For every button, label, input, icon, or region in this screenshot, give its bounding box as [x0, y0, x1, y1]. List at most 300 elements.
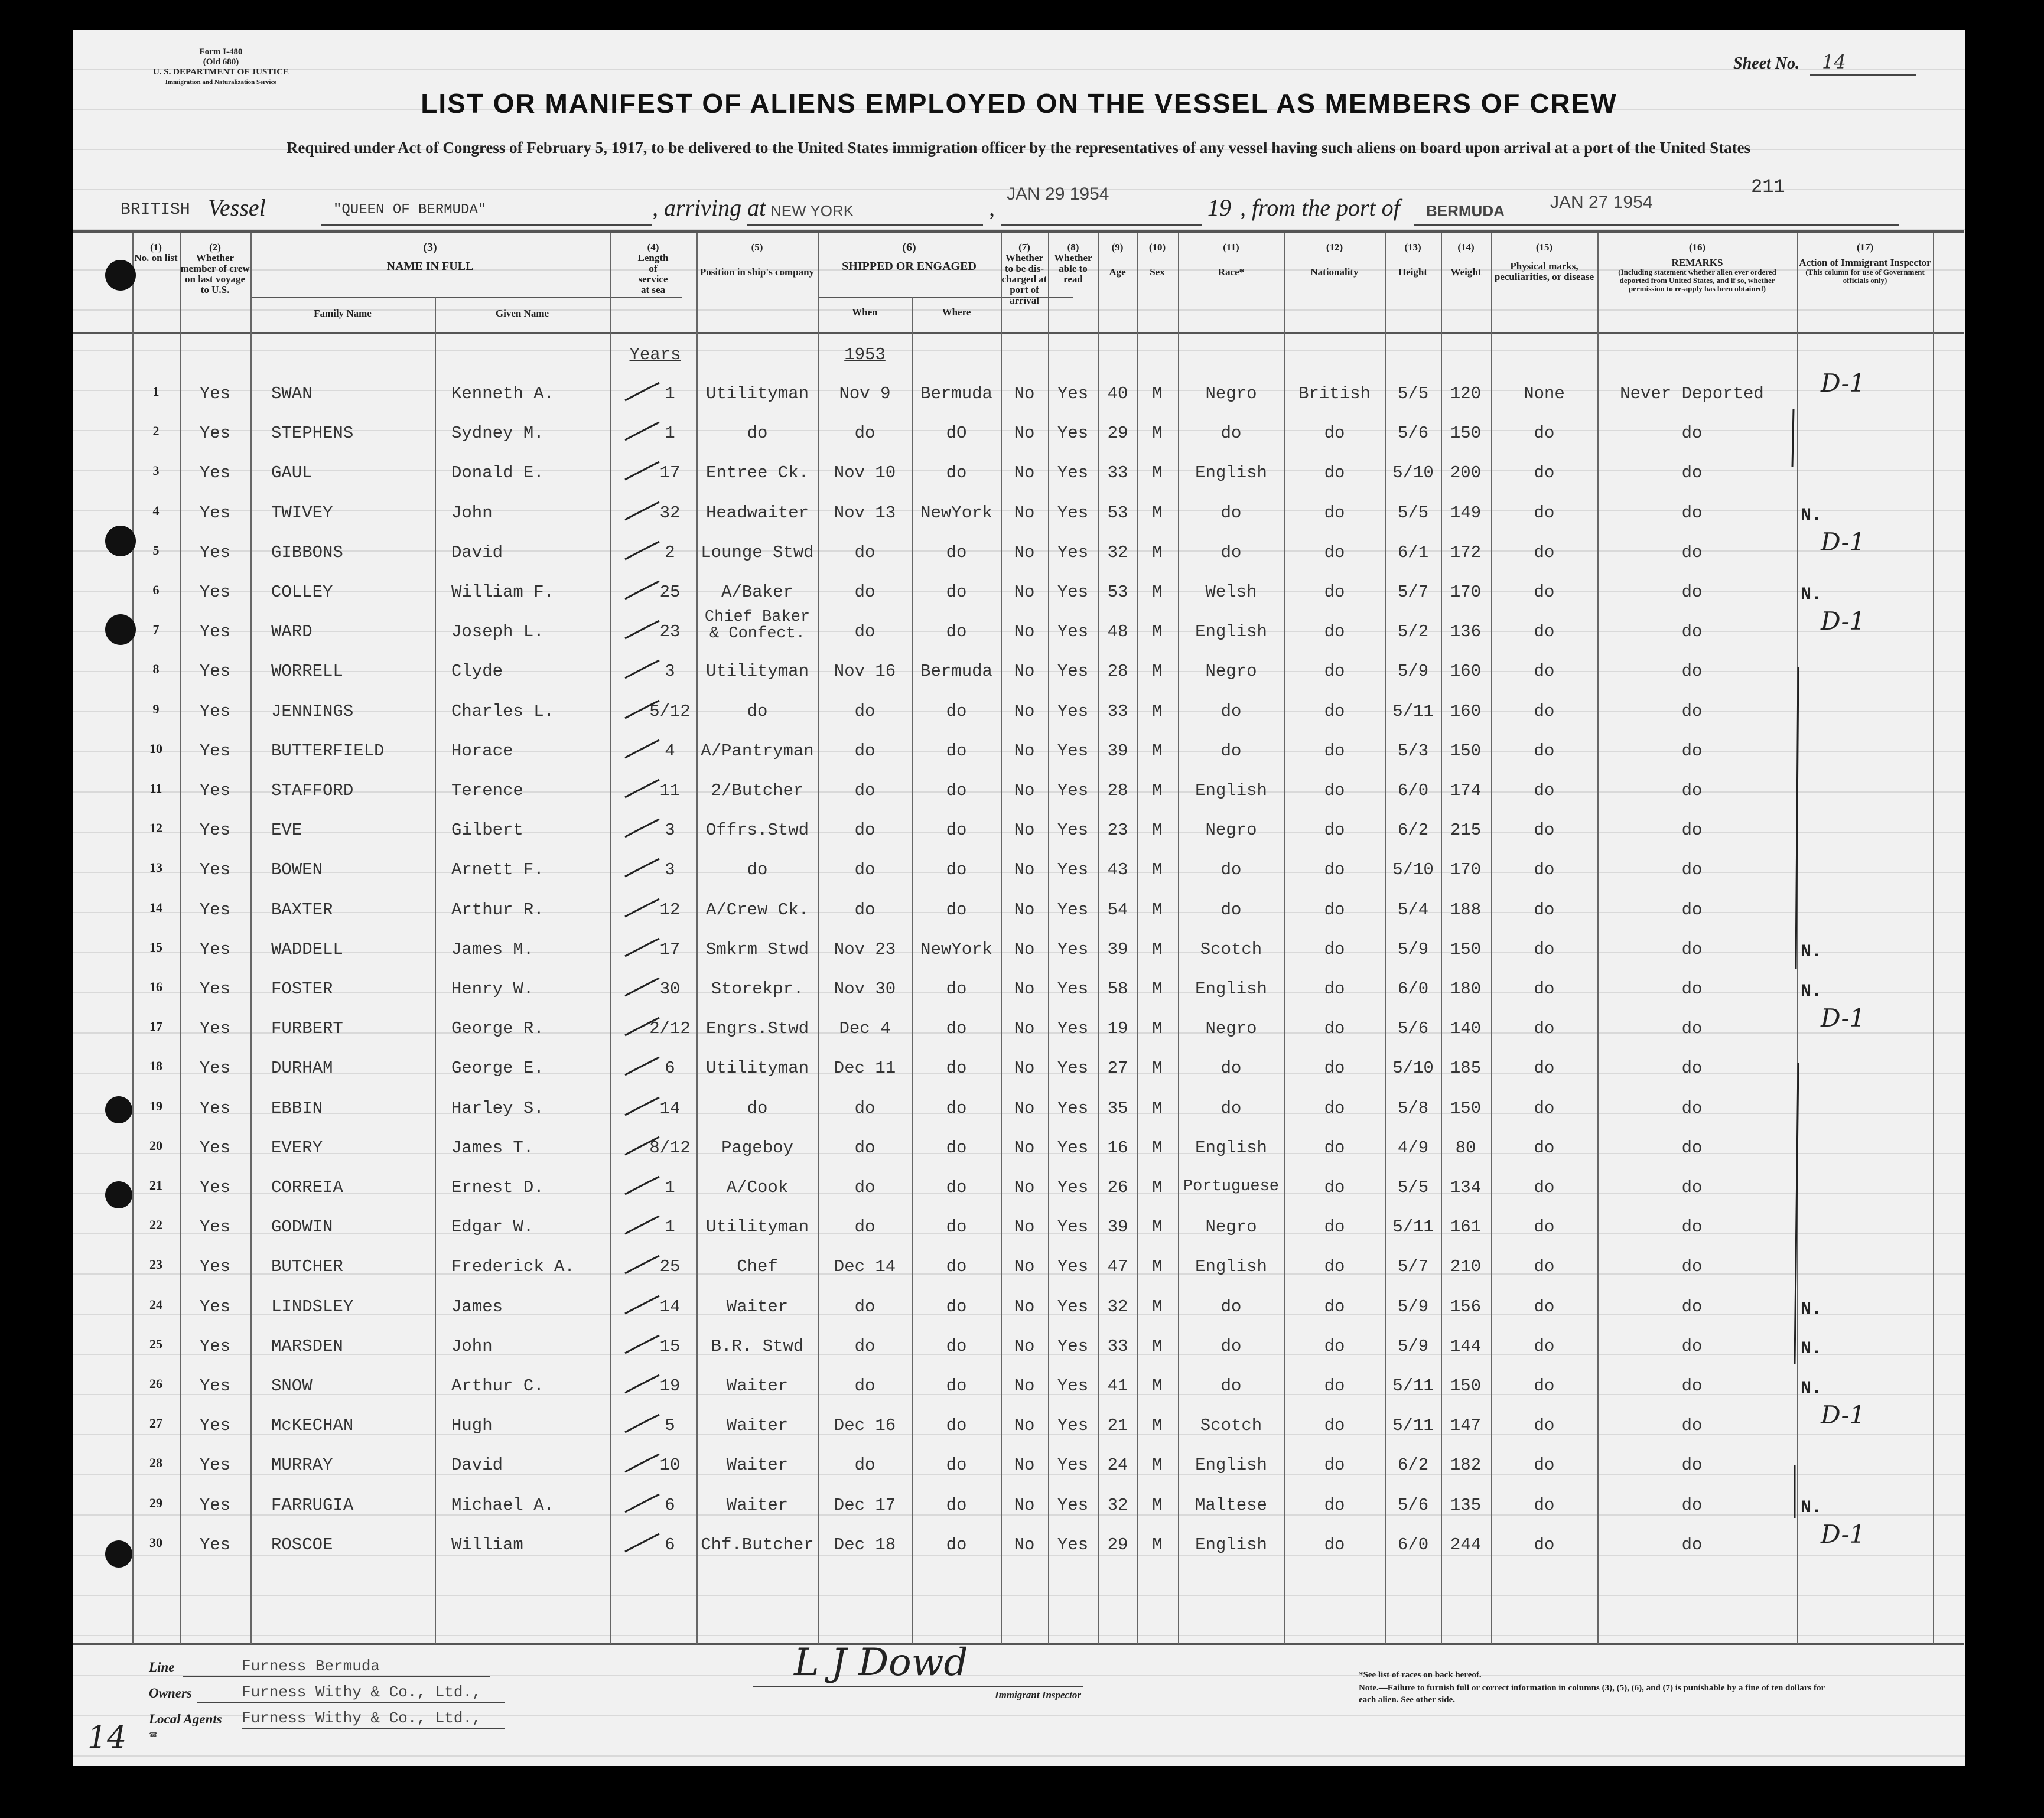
- row-inspector-action: D-1: [1821, 1519, 1866, 1549]
- row-sex: M: [1152, 860, 1163, 880]
- row-physical-marks: do: [1534, 900, 1555, 920]
- row-nationality: do: [1324, 979, 1345, 999]
- row-height: 5/3: [1397, 741, 1429, 761]
- row-shipped-where: do: [946, 542, 967, 562]
- manifest-sheet: [73, 30, 1965, 1766]
- row-given-name: Arthur C.: [451, 1376, 544, 1396]
- row-position: A/Pantryman: [701, 741, 814, 761]
- row-service-length: 11: [659, 781, 681, 800]
- agents-underline: [242, 1728, 505, 1729]
- row-last-voyage: Yes: [199, 701, 231, 721]
- row-shipped-where: do: [946, 622, 967, 642]
- row-family-name: EVE: [271, 820, 302, 840]
- row-service-length: 15: [659, 1336, 681, 1356]
- row-shipped-where: do: [946, 1495, 967, 1515]
- row-given-name: William F.: [451, 582, 555, 602]
- row-last-voyage: Yes: [199, 1495, 231, 1515]
- row-able-to-read: Yes: [1057, 384, 1089, 403]
- row-family-name: WORRELL: [271, 662, 343, 682]
- row-remarks: do: [1681, 1455, 1703, 1475]
- row-given-name: Harley S.: [451, 1098, 544, 1118]
- col-divider: [1597, 233, 1599, 1644]
- row-position: Waiter: [726, 1416, 789, 1436]
- col-divider: [1098, 233, 1099, 1644]
- row-height: 5/10: [1392, 463, 1434, 483]
- row-age: 16: [1107, 1138, 1128, 1158]
- row-last-voyage: Yes: [199, 979, 231, 999]
- sheet-number-label: Sheet No.: [1733, 54, 1799, 73]
- row-age: 28: [1107, 662, 1128, 682]
- row-height: 5/5: [1397, 503, 1429, 523]
- agents-label: Local Agents: [149, 1712, 222, 1726]
- row-physical-marks: do: [1534, 860, 1555, 880]
- row-race: do: [1220, 503, 1242, 523]
- row-discharged: No: [1014, 939, 1035, 959]
- row-service-length: 23: [659, 622, 681, 642]
- inspector-signature: L J Dowd: [794, 1641, 968, 1685]
- row-family-name: MARSDEN: [271, 1336, 343, 1356]
- row-age: 41: [1107, 1376, 1128, 1396]
- row-inspector-action: N.: [1801, 1497, 1822, 1518]
- row-shipped-where: do: [946, 741, 967, 761]
- col-divider: [1491, 233, 1492, 1644]
- row-age: 24: [1107, 1455, 1128, 1475]
- page-mark: 14: [87, 1720, 127, 1755]
- row-able-to-read: Yes: [1057, 423, 1089, 444]
- row-discharged: No: [1014, 701, 1035, 721]
- row-number: 8: [152, 662, 160, 677]
- row-physical-marks: do: [1534, 1336, 1555, 1356]
- row-age: 33: [1107, 1336, 1128, 1356]
- row-physical-marks: do: [1534, 1217, 1555, 1237]
- row-position: A/Crew Ck.: [705, 900, 809, 920]
- row-height: 5/6: [1397, 1495, 1429, 1515]
- requirement-text: Required under Act of Congress of February 5, 1917, to be delivered to the United States immigration officer by the representatives of any vessel having such aliens on board upon arrival at a port of the United States: [286, 139, 1751, 157]
- row-shipped-when: do: [854, 1376, 875, 1396]
- row-weight: 140: [1450, 1019, 1482, 1039]
- row-last-voyage: Yes: [199, 781, 231, 800]
- row-nationality: British: [1298, 384, 1371, 403]
- row-race: Maltese: [1195, 1495, 1267, 1515]
- row-position: Chef: [737, 1257, 778, 1277]
- row-remarks: do: [1681, 423, 1703, 444]
- row-number: 26: [149, 1376, 162, 1391]
- check-tick-icon: [623, 1492, 676, 1516]
- row-given-name: Ernest D.: [451, 1178, 544, 1197]
- row-shipped-when: do: [854, 423, 875, 444]
- check-tick-icon: [623, 420, 676, 444]
- row-number: 22: [149, 1217, 162, 1233]
- row-service-length: 30: [659, 979, 681, 999]
- row-last-voyage: Yes: [199, 820, 231, 840]
- row-nationality: do: [1324, 1019, 1345, 1039]
- row-number: 24: [149, 1296, 162, 1312]
- row-position: do: [747, 701, 768, 721]
- check-tick-icon: [623, 698, 676, 722]
- row-shipped-when: do: [854, 820, 875, 840]
- row-family-name: WADDELL: [271, 939, 343, 959]
- row-race: Scotch: [1200, 939, 1262, 959]
- row-shipped-when: Dec 17: [834, 1495, 896, 1515]
- row-physical-marks: do: [1534, 582, 1555, 602]
- row-weight: 182: [1450, 1455, 1482, 1475]
- check-tick-icon: [623, 1452, 676, 1475]
- row-physical-marks: do: [1534, 1138, 1555, 1158]
- row-physical-marks: do: [1534, 423, 1555, 444]
- row-able-to-read: Yes: [1057, 860, 1089, 880]
- row-position: Waiter: [726, 1296, 789, 1317]
- row-last-voyage: Yes: [199, 423, 231, 444]
- row-shipped-where: Bermuda: [920, 384, 992, 403]
- check-tick-icon: [623, 856, 676, 880]
- check-tick-icon: [623, 777, 676, 801]
- row-sex: M: [1152, 1376, 1163, 1396]
- row-race: Portuguese: [1183, 1178, 1280, 1195]
- col-divider: [1385, 233, 1386, 1644]
- row-physical-marks: do: [1534, 1019, 1555, 1039]
- row-last-voyage: Yes: [199, 1058, 231, 1079]
- check-tick-icon: [623, 738, 676, 761]
- row-discharged: No: [1014, 1138, 1035, 1158]
- row-able-to-read: Yes: [1057, 1098, 1089, 1118]
- row-service-length: 6: [665, 1534, 675, 1555]
- row-discharged: No: [1014, 463, 1035, 483]
- row-number: 17: [149, 1019, 162, 1034]
- row-given-name: Michael A.: [451, 1495, 555, 1515]
- row-shipped-when: Nov 23: [834, 939, 896, 959]
- col-divider: [610, 233, 611, 1644]
- row-position: Waiter: [726, 1495, 789, 1515]
- departure-date-stamp: JAN 27 1954: [1550, 193, 1653, 212]
- row-position: Headwaiter: [705, 503, 809, 523]
- row-discharged: No: [1014, 542, 1035, 562]
- row-last-voyage: Yes: [199, 384, 231, 403]
- row-given-name: Edgar W.: [451, 1217, 534, 1237]
- row-discharged: No: [1014, 979, 1035, 999]
- row-sex: M: [1152, 1296, 1163, 1317]
- row-height: 5/9: [1397, 1296, 1429, 1317]
- check-tick-icon: [623, 1294, 676, 1317]
- row-last-voyage: Yes: [199, 860, 231, 880]
- col-divider: [696, 233, 698, 1644]
- row-last-voyage: Yes: [199, 1138, 231, 1158]
- row-shipped-when: do: [854, 1098, 875, 1118]
- row-last-voyage: Yes: [199, 939, 231, 959]
- row-weight: 150: [1450, 1376, 1482, 1396]
- row-weight: 215: [1450, 820, 1482, 840]
- row-shipped-when: do: [854, 900, 875, 920]
- row-family-name: STAFFORD: [271, 781, 354, 800]
- row-race: Negro: [1205, 662, 1257, 682]
- row-number: 25: [149, 1336, 162, 1351]
- row-service-length: 12: [659, 900, 681, 920]
- row-discharged: No: [1014, 1178, 1035, 1197]
- row-weight: 244: [1450, 1534, 1482, 1555]
- row-able-to-read: Yes: [1057, 542, 1089, 562]
- row-race: Scotch: [1200, 1416, 1262, 1436]
- col-divider: [180, 233, 181, 1644]
- row-family-name: GIBBONS: [271, 542, 343, 562]
- row-remarks: do: [1681, 1416, 1703, 1436]
- row-weight: 180: [1450, 979, 1482, 999]
- binding-hole: [105, 1181, 132, 1208]
- row-race: English: [1195, 1257, 1267, 1277]
- row-number: 9: [152, 701, 160, 716]
- row-shipped-where: do: [946, 1296, 967, 1317]
- row-able-to-read: Yes: [1057, 662, 1089, 682]
- col-header-shipped: (6) SHIPPED OR ENGAGED: [842, 241, 977, 273]
- arrival-date-stamp: JAN 29 1954: [1007, 184, 1109, 204]
- row-discharged: No: [1014, 1455, 1035, 1475]
- row-able-to-read: Yes: [1057, 1138, 1089, 1158]
- row-given-name: James T.: [451, 1138, 534, 1158]
- owners-underline: [197, 1702, 505, 1703]
- row-remarks: do: [1681, 1296, 1703, 1317]
- col-header-position: (5) Position in ship's company: [699, 242, 815, 278]
- row-service-length: 1: [665, 1217, 675, 1237]
- form-service: Immigration and Naturalization Service: [165, 79, 277, 86]
- row-position: B.R. Stwd: [711, 1336, 804, 1356]
- row-shipped-where: do: [946, 1217, 967, 1237]
- row-shipped-where: do: [946, 1416, 967, 1436]
- row-inspector-action: D-1: [1821, 1004, 1866, 1033]
- row-nationality: do: [1324, 423, 1345, 444]
- row-age: 26: [1107, 1178, 1128, 1197]
- row-able-to-read: Yes: [1057, 820, 1089, 840]
- row-last-voyage: Yes: [199, 662, 231, 682]
- row-weight: 144: [1450, 1336, 1482, 1356]
- row-race: Welsh: [1205, 582, 1257, 602]
- row-service-length: 1: [665, 423, 675, 444]
- row-sex: M: [1152, 1336, 1163, 1356]
- inspector-label: Immigrant Inspector: [995, 1689, 1081, 1700]
- row-number: 6: [152, 582, 160, 597]
- row-shipped-where: do: [946, 1534, 967, 1555]
- row-height: 5/6: [1397, 423, 1429, 444]
- row-family-name: CORREIA: [271, 1178, 343, 1197]
- row-service-length: 4: [665, 741, 675, 761]
- row-shipped-where: do: [946, 781, 967, 800]
- row-age: 28: [1107, 781, 1128, 800]
- col-divider: [1001, 233, 1002, 1644]
- row-position: Entree Ck.: [705, 463, 809, 483]
- row-remarks: do: [1681, 1495, 1703, 1515]
- row-inspector-action: D-1: [1821, 1400, 1866, 1430]
- row-given-name: David: [451, 1455, 503, 1475]
- row-shipped-where: do: [946, 701, 967, 721]
- row-weight: 80: [1455, 1138, 1476, 1158]
- row-service-length: 2/12: [649, 1019, 691, 1039]
- sheet-number: 14: [1822, 51, 1846, 73]
- row-sex: M: [1152, 781, 1163, 800]
- row-race: English: [1195, 1534, 1267, 1555]
- form-old-number: (Old 680): [203, 57, 239, 67]
- vessel-name: "QUEEN OF BERMUDA": [333, 202, 487, 218]
- row-physical-marks: do: [1534, 1376, 1555, 1396]
- row-position: Utilityman: [705, 384, 809, 403]
- agents-value: Furness Withy & Co., Ltd.,: [242, 1709, 481, 1727]
- row-discharged: No: [1014, 820, 1035, 840]
- row-sex: M: [1152, 1178, 1163, 1197]
- row-inspector-action: N.: [1801, 505, 1822, 526]
- row-height: 6/0: [1397, 1534, 1429, 1555]
- check-tick-icon: [623, 1412, 676, 1436]
- row-remarks: do: [1681, 781, 1703, 800]
- row-family-name: BAXTER: [271, 900, 333, 920]
- row-family-name: COLLEY: [271, 582, 333, 602]
- binding-hole: [105, 526, 136, 556]
- col-divider: [818, 233, 819, 1644]
- row-sex: M: [1152, 1058, 1163, 1079]
- row-discharged: No: [1014, 1217, 1035, 1237]
- col-divider: [1284, 233, 1285, 1644]
- row-family-name: BUTTERFIELD: [271, 741, 385, 761]
- row-last-voyage: Yes: [199, 1376, 231, 1396]
- row-nationality: do: [1324, 1098, 1345, 1118]
- row-family-name: JENNINGS: [271, 701, 354, 721]
- row-remarks: do: [1681, 622, 1703, 642]
- row-service-length: 1: [665, 384, 675, 403]
- row-position: Engrs.Stwd: [705, 1019, 809, 1039]
- row-nationality: do: [1324, 1257, 1345, 1277]
- row-discharged: No: [1014, 1495, 1035, 1515]
- row-able-to-read: Yes: [1057, 1336, 1089, 1356]
- row-number: 3: [152, 463, 160, 478]
- row-remarks: do: [1681, 1534, 1703, 1555]
- row-discharged: No: [1014, 900, 1035, 920]
- col-header-nationality: (12) Nationality: [1310, 242, 1359, 278]
- row-shipped-when: Dec 11: [834, 1058, 896, 1079]
- row-service-length: 3: [665, 662, 675, 682]
- row-age: 39: [1107, 1217, 1128, 1237]
- row-family-name: LINDSLEY: [271, 1296, 354, 1317]
- check-tick-icon: [623, 1135, 676, 1158]
- row-able-to-read: Yes: [1057, 1178, 1089, 1197]
- row-race: do: [1220, 860, 1242, 880]
- row-number: 21: [149, 1178, 162, 1193]
- row-remarks: do: [1681, 582, 1703, 602]
- row-able-to-read: Yes: [1057, 463, 1089, 483]
- row-shipped-where: do: [946, 979, 967, 999]
- row-given-name: Terence: [451, 781, 523, 800]
- row-position: Offrs.Stwd: [705, 820, 809, 840]
- row-last-voyage: Yes: [199, 1534, 231, 1555]
- row-family-name: WARD: [271, 622, 313, 642]
- row-shipped-when: Nov 30: [834, 979, 896, 999]
- row-number: 5: [152, 542, 160, 558]
- check-tick-icon: [623, 1214, 676, 1237]
- row-remarks: do: [1681, 542, 1703, 562]
- row-height: 6/0: [1397, 979, 1429, 999]
- row-family-name: FOSTER: [271, 979, 333, 999]
- col-header-discharged: (7) Whether to be dis-charged at port of arrival: [1001, 242, 1047, 306]
- row-position: Waiter: [726, 1376, 789, 1396]
- row-service-length: 5/12: [649, 701, 691, 721]
- row-sex: M: [1152, 701, 1163, 721]
- row-height: 6/1: [1397, 542, 1429, 562]
- row-physical-marks: do: [1534, 939, 1555, 959]
- row-service-length: 6: [665, 1058, 675, 1079]
- row-inspector-action: N.: [1801, 1299, 1822, 1319]
- row-age: 48: [1107, 622, 1128, 642]
- row-nationality: do: [1324, 900, 1345, 920]
- col-header-weight: (14) Weight: [1450, 242, 1482, 278]
- check-tick-icon: [623, 579, 676, 602]
- row-height: 5/7: [1397, 1257, 1429, 1277]
- row-able-to-read: Yes: [1057, 1376, 1089, 1396]
- from-label: , from the port of: [1240, 194, 1400, 221]
- row-height: 5/4: [1397, 900, 1429, 920]
- row-able-to-read: Yes: [1057, 1296, 1089, 1317]
- inspector-bracket-marks: [1786, 408, 1928, 1589]
- col-divider: [1178, 233, 1179, 1644]
- row-remarks: do: [1681, 1257, 1703, 1277]
- comma-separator: ,: [989, 194, 995, 221]
- row-given-name: David: [451, 542, 503, 562]
- row-remarks: do: [1681, 939, 1703, 959]
- row-height: 5/11: [1392, 1217, 1434, 1237]
- row-last-voyage: Yes: [199, 463, 231, 483]
- row-weight: 150: [1450, 741, 1482, 761]
- col-header-height: (13) Height: [1398, 242, 1428, 278]
- row-last-voyage: Yes: [199, 1019, 231, 1039]
- races-note: *See list of races on back hereof.: [1359, 1670, 1482, 1680]
- row-nationality: do: [1324, 503, 1345, 523]
- row-physical-marks: do: [1534, 1455, 1555, 1475]
- col-divider: [250, 233, 252, 1644]
- row-age: 35: [1107, 1098, 1128, 1118]
- row-discharged: No: [1014, 503, 1035, 523]
- row-position: Utilityman: [705, 1058, 809, 1079]
- check-tick-icon: [623, 1095, 676, 1119]
- binding-hole: [105, 1540, 132, 1568]
- row-remarks: do: [1681, 662, 1703, 682]
- row-remarks: do: [1681, 860, 1703, 880]
- row-shipped-where: do: [946, 582, 967, 602]
- owners-label: Owners: [149, 1686, 192, 1700]
- row-family-name: FARRUGIA: [271, 1495, 354, 1515]
- row-able-to-read: Yes: [1057, 701, 1089, 721]
- row-family-name: DURHAM: [271, 1058, 333, 1079]
- row-nationality: do: [1324, 701, 1345, 721]
- row-physical-marks: do: [1534, 1495, 1555, 1515]
- row-weight: 160: [1450, 701, 1482, 721]
- row-nationality: do: [1324, 939, 1345, 959]
- col-header-given-name: Given Name: [495, 308, 549, 319]
- row-position: Waiter: [726, 1455, 789, 1475]
- row-sex: M: [1152, 542, 1163, 562]
- row-given-name: George R.: [451, 1019, 544, 1039]
- row-race: do: [1220, 1296, 1242, 1317]
- row-shipped-where: do: [946, 463, 967, 483]
- row-weight: 161: [1450, 1217, 1482, 1237]
- row-able-to-read: Yes: [1057, 1455, 1089, 1475]
- row-number: 30: [149, 1534, 162, 1550]
- row-race: do: [1220, 1336, 1242, 1356]
- col-header-sex: (10) Sex: [1148, 242, 1166, 278]
- row-sex: M: [1152, 741, 1163, 761]
- row-given-name: Clyde: [451, 662, 503, 682]
- row-service-length: 32: [659, 503, 681, 523]
- row-discharged: No: [1014, 622, 1035, 642]
- col-header-family-name: Family Name: [314, 308, 372, 319]
- row-remarks: do: [1681, 979, 1703, 999]
- row-given-name: Frederick A.: [451, 1257, 575, 1277]
- page-title: LIST OR MANIFEST OF ALIENS EMPLOYED ON THE VESSEL AS MEMBERS OF CREW: [421, 88, 1617, 119]
- row-inspector-action: N.: [1801, 982, 1822, 1002]
- row-service-length: 6: [665, 1495, 675, 1515]
- row-service-length: 10: [659, 1455, 681, 1475]
